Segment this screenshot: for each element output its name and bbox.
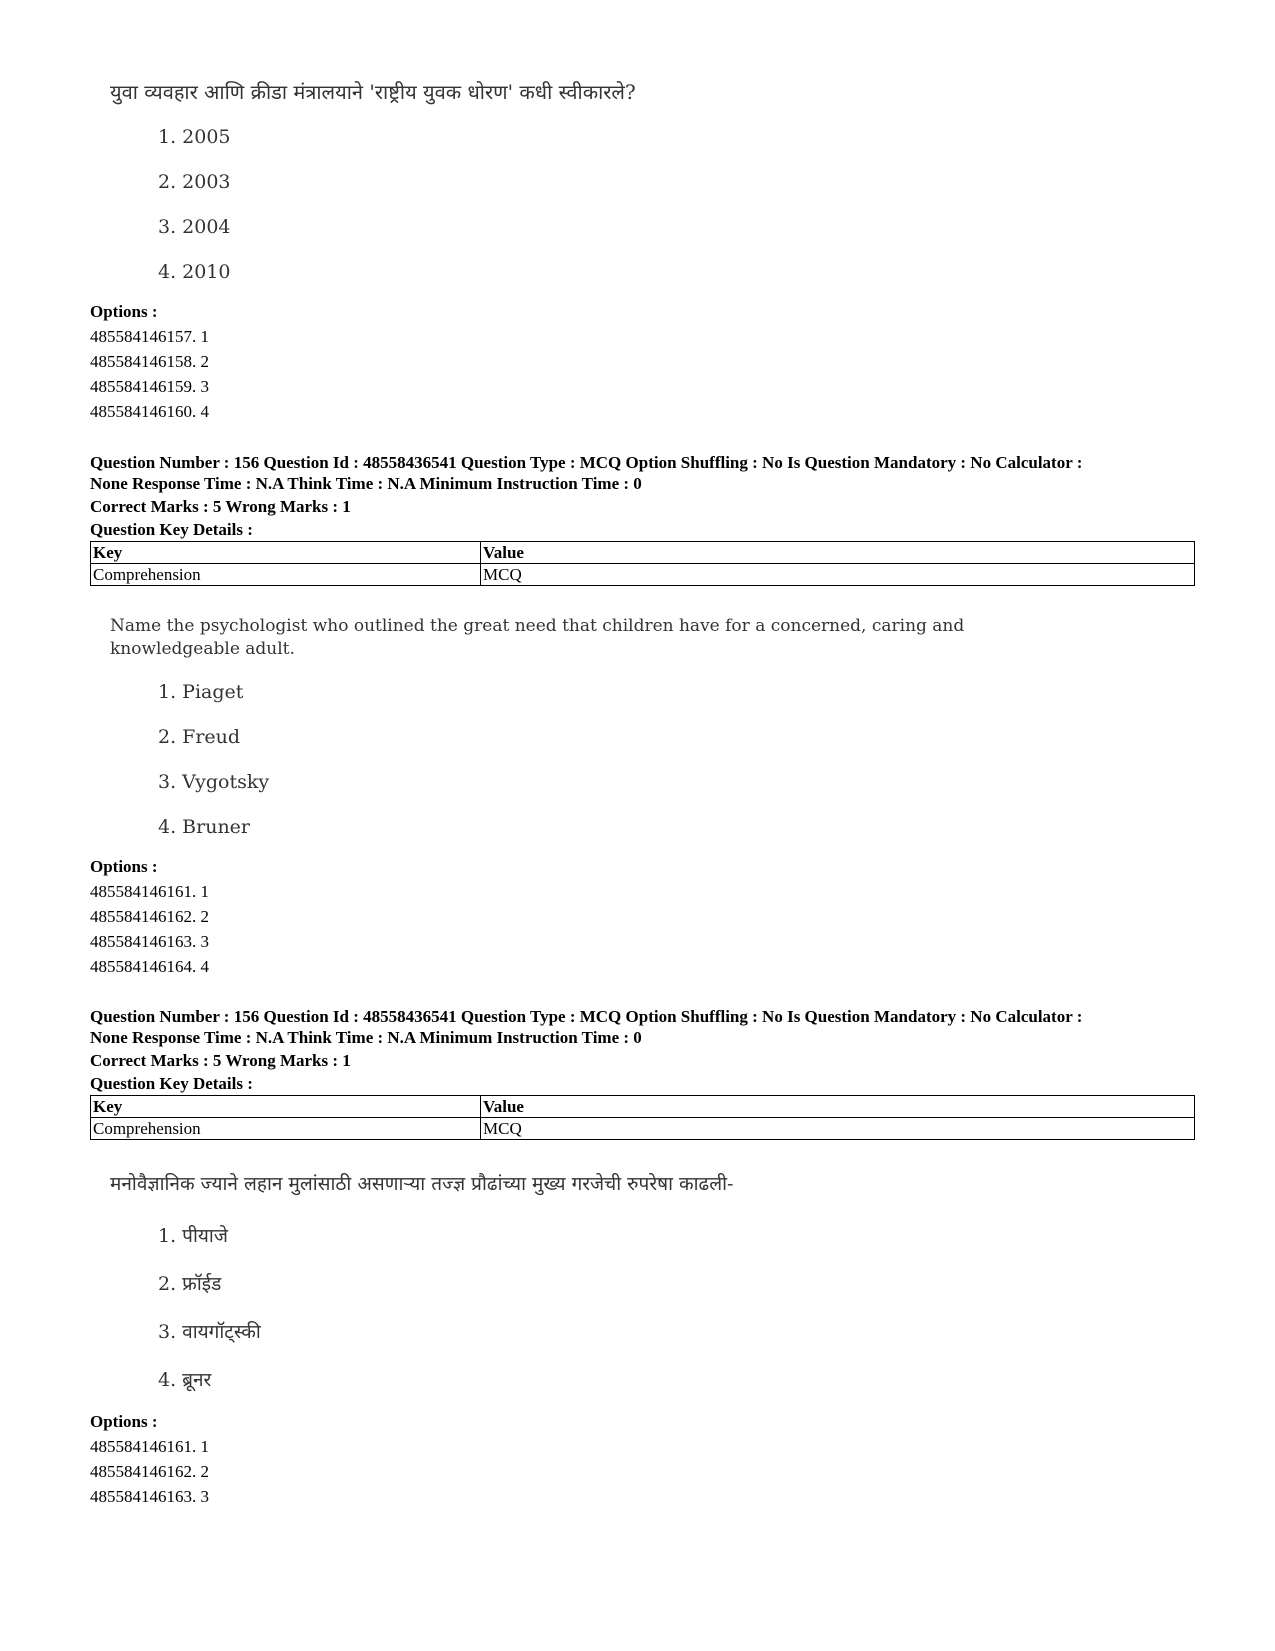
choice-2: 2. 2003 bbox=[158, 171, 231, 193]
options-list-3 bbox=[90, 1412, 1195, 1509]
question-image-3 bbox=[110, 1170, 860, 1400]
choice-3: 3. 2004 bbox=[158, 216, 231, 238]
table-header-key: Key bbox=[91, 542, 481, 564]
table-cell-key: Comprehension bbox=[91, 1118, 481, 1140]
question-meta-line: None Response Time : N.A Think Time : N.A Minimum Instruction Time : 0 bbox=[90, 474, 642, 493]
question-meta-line: Question Number : 156 Question Id : 48558436541 Question Type : MCQ Option Shuffling : No Is Question Mandatory : No Calculator : bbox=[90, 1007, 1083, 1026]
options-list-1 bbox=[90, 302, 1195, 424]
choice-4: 4. 2010 bbox=[158, 261, 231, 283]
option-id: 485584146157. 1 bbox=[90, 327, 209, 346]
option-id: 485584146162. 2 bbox=[90, 907, 209, 926]
table-header-row bbox=[91, 1096, 1195, 1118]
option-id: 485584146163. 3 bbox=[90, 1487, 209, 1506]
table-cell-key: Comprehension bbox=[91, 564, 481, 586]
table-cell-value: MCQ bbox=[481, 1118, 1195, 1140]
options-title: Options : bbox=[90, 302, 158, 321]
table-row bbox=[91, 564, 1195, 586]
choice-4: 4. ब्रूनर bbox=[158, 1369, 212, 1391]
question-header-3 bbox=[90, 1006, 1195, 1140]
choice-3: 3. Vygotsky bbox=[158, 771, 270, 793]
option-id: 485584146159. 3 bbox=[90, 377, 209, 396]
key-details-table bbox=[90, 1095, 1195, 1140]
choice-1: 1. 2005 bbox=[158, 126, 231, 148]
question-image-1 bbox=[110, 78, 810, 288]
question-header-2 bbox=[90, 452, 1195, 586]
question-marks: Correct Marks : 5 Wrong Marks : 1 bbox=[90, 497, 351, 516]
table-header-value: Value bbox=[481, 542, 1195, 564]
choice-3: 3. वायगॉट्स्की bbox=[158, 1321, 261, 1343]
question-image-2 bbox=[110, 614, 965, 844]
table-row bbox=[91, 1118, 1195, 1140]
choice-4: 4. Bruner bbox=[158, 816, 251, 838]
option-id: 485584146158. 2 bbox=[90, 352, 209, 371]
question-text: युवा व्यवहार आणि क्रीडा मंत्रालयाने 'राष्ट्रीय युवक धोरण' कधी स्वीकारले? bbox=[110, 80, 636, 104]
choice-1: 1. Piaget bbox=[158, 681, 244, 703]
question-marks: Correct Marks : 5 Wrong Marks : 1 bbox=[90, 1051, 351, 1070]
option-id: 485584146164. 4 bbox=[90, 957, 209, 976]
key-details-title: Question Key Details : bbox=[90, 520, 253, 539]
option-id: 485584146163. 3 bbox=[90, 932, 209, 951]
option-id: 485584146161. 1 bbox=[90, 882, 209, 901]
choice-2: 2. फ्रॉईड bbox=[158, 1273, 222, 1295]
question-text-line: Name the psychologist who outlined the great need that children have for a concerned, caring and bbox=[110, 616, 965, 636]
table-header-row bbox=[91, 542, 1195, 564]
key-details-title: Question Key Details : bbox=[90, 1074, 253, 1093]
options-title: Options : bbox=[90, 857, 158, 876]
question-text-line: knowledgeable adult. bbox=[110, 639, 295, 659]
question-meta-line: None Response Time : N.A Think Time : N.A Minimum Instruction Time : 0 bbox=[90, 1028, 642, 1047]
options-list-2 bbox=[90, 857, 1195, 979]
options-title: Options : bbox=[90, 1412, 158, 1431]
choice-2: 2. Freud bbox=[158, 726, 241, 748]
table-header-value: Value bbox=[481, 1096, 1195, 1118]
option-id: 485584146161. 1 bbox=[90, 1437, 209, 1456]
question-text: मनोवैज्ञानिक ज्याने लहान मुलांसाठी असणाऱ्या तज्ज्ञ प्रौढांच्या मुख्य गरजेची रुपरेषा काढली- bbox=[110, 1173, 734, 1195]
table-cell-value: MCQ bbox=[481, 564, 1195, 586]
table-header-key: Key bbox=[91, 1096, 481, 1118]
question-meta-line: Question Number : 156 Question Id : 48558436541 Question Type : MCQ Option Shuffling : No Is Question Mandatory : No Calculator : bbox=[90, 453, 1083, 472]
choice-1: 1. पीयाजे bbox=[158, 1225, 228, 1247]
key-details-table bbox=[90, 541, 1195, 586]
option-id: 485584146162. 2 bbox=[90, 1462, 209, 1481]
option-id: 485584146160. 4 bbox=[90, 402, 209, 421]
